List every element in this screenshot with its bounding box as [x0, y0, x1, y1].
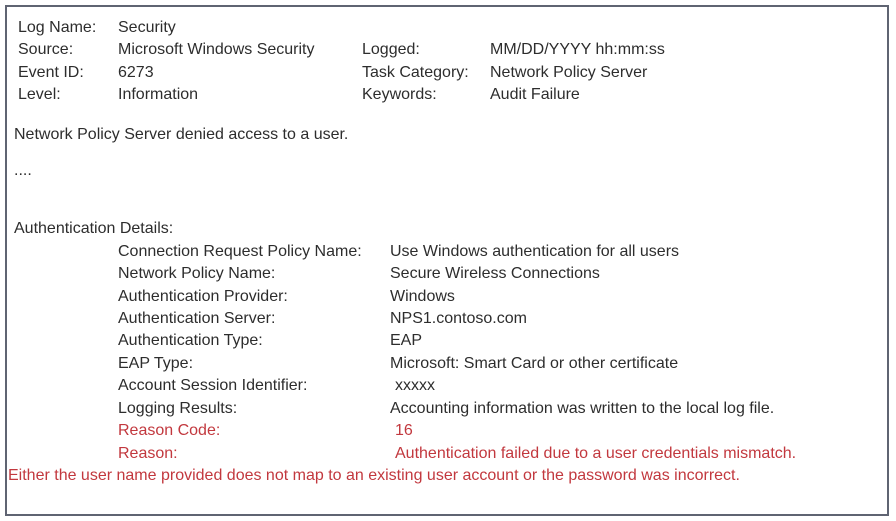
field-label: Source:: [18, 41, 74, 59]
reason-code-row: [14, 420, 881, 442]
field-label: Event ID:: [18, 63, 84, 81]
field-label: Keywords:: [362, 86, 437, 104]
field-value: Accounting information was written to the local log file.: [390, 399, 775, 417]
field-value: Authentication failed due to a user credentials mismatch.: [395, 444, 797, 462]
field-value: [490, 17, 881, 39]
field-row: [18, 39, 881, 61]
field-label: Task Category:: [362, 63, 469, 81]
field-row: [14, 375, 881, 397]
event-description: Network Policy Server denied access to a user.: [14, 125, 349, 143]
field-value: Security: [118, 19, 176, 36]
field-value: Information: [118, 86, 199, 104]
field-row: [18, 62, 881, 84]
field-value: NPS1.contoso.com: [390, 310, 527, 328]
field-row: [14, 263, 881, 285]
field-row: [14, 241, 881, 263]
field-value: Use Windows authentication for all users: [390, 242, 680, 260]
field-label: Account Session Identifier:: [118, 377, 308, 395]
reason-detail-text: Either the user name provided does not map to an existing user account or the password was incorrect.: [8, 466, 740, 484]
field-label: [362, 17, 490, 39]
field-value: 16: [395, 422, 413, 440]
field-row: [18, 17, 881, 39]
field-label: Logged:: [362, 41, 420, 59]
field-value: EAP: [390, 332, 423, 350]
field-value: MM/DD/YYYY hh:mm:ss: [490, 41, 665, 59]
field-row: [14, 286, 881, 308]
field-value: Microsoft Windows Security: [118, 41, 315, 59]
field-label: Authentication Type:: [118, 332, 263, 350]
field-label: Authentication Provider:: [118, 287, 288, 305]
field-row: [14, 330, 881, 352]
field-value: Audit Failure: [490, 86, 580, 104]
field-row: [14, 308, 881, 330]
field-value: Network Policy Server: [490, 63, 648, 81]
authentication-details-list: [14, 241, 881, 465]
field-value: Microsoft: Smart Card or other certificate: [390, 354, 679, 372]
reason-row: [14, 443, 881, 465]
field-label: Authentication Server:: [118, 310, 276, 328]
field-row: [14, 398, 881, 420]
event-log-panel: [5, 5, 889, 516]
field-label: Logging Results:: [118, 399, 238, 417]
field-row: [18, 84, 881, 106]
section-heading-authentication-details: Authentication Details:: [14, 220, 174, 238]
field-label: EAP Type:: [118, 354, 194, 372]
field-label: Level:: [18, 86, 61, 104]
field-label: Reason:: [118, 444, 178, 462]
field-label: Reason Code:: [118, 422, 221, 440]
field-value: 6273: [118, 63, 154, 81]
field-value: Windows: [390, 287, 455, 305]
event-header: [14, 17, 881, 107]
field-value: Secure Wireless Connections: [390, 265, 600, 283]
field-label: Connection Request Policy Name:: [118, 242, 362, 260]
field-label: Log Name:: [18, 19, 97, 36]
omitted-content-ellipsis: ....: [14, 162, 32, 180]
field-value: xxxxx: [395, 377, 435, 395]
field-row: [14, 353, 881, 375]
field-label: Network Policy Name:: [118, 265, 276, 283]
